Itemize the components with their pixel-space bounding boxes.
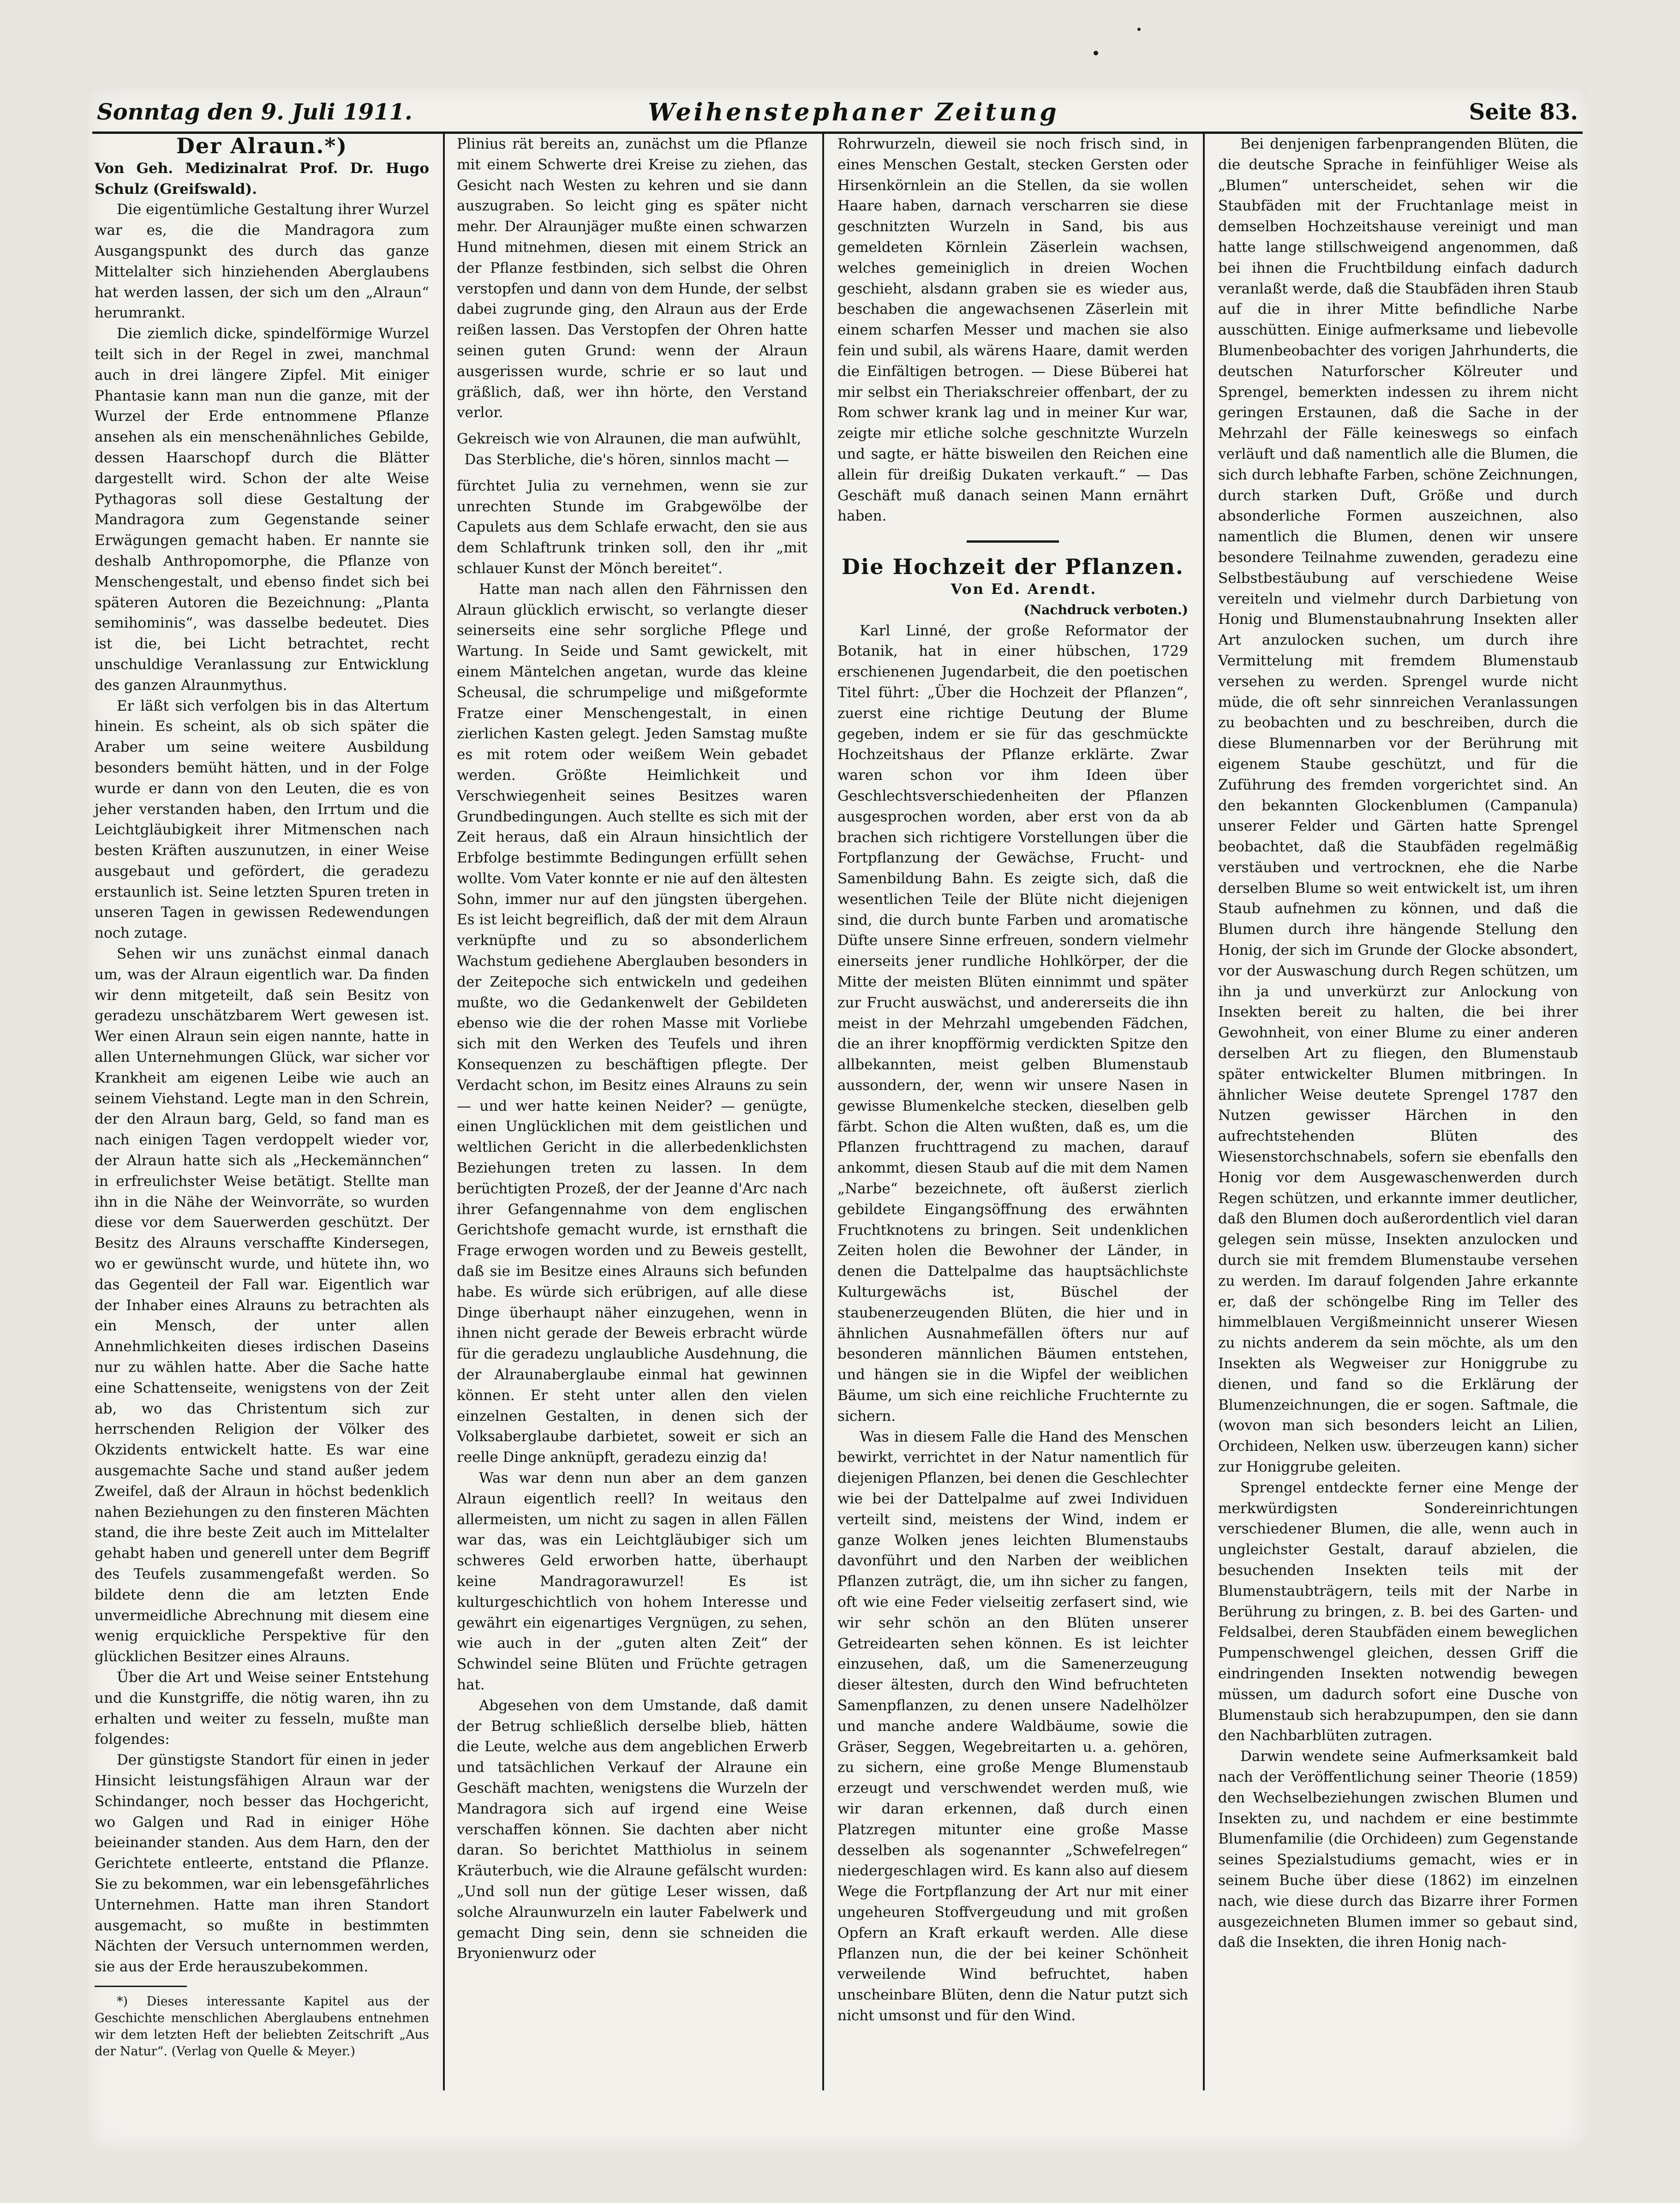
paragraph: Was war denn nun aber an dem ganzen Alraun eigentlich reell? In weitaus den allermeisten, um nicht zu sagen in allen Fällen war das, was ein Leichtgläubiger sich um schweres Geld erworben hatte, überhaupt keine Mandragorawurzel! Es ist kulturgeschichtlich von hohem Interesse und gewährt ein eigenartiges Vergnügen, zu sehen, wie auch in der „guten alten Zeit“ der Schwindel seine Blüten und Früchte getragen hat.: [457, 1470, 807, 1693]
verse-line: Das Sterbliche, die's hören, sinnlos macht —: [464, 451, 789, 468]
verse-quote: [457, 429, 807, 470]
paragraph: Sprengel entdeckte ferner eine Menge der merkwürdigsten Sondereinrichtungen verschiedener Blumen, die alle, wenn auch in ungleichster Gestalt, darauf abzielen, die besuchenden Insekten teils mit der Blumenstaubträgern, teils mit der Narbe in Berührung zu bringen, z. B. bei des Garten- und Feldsalbei, deren Staubfäden einem beweglichen Pumpenschwengel gleichen, dessen Griff die eindringenden Insekten notwendig bewegen müssen, um dadurch sofort eine Dusche von Blumenstaub sich herabzupumpen, den sie dann den Nachbarblüten zutragen.: [1218, 1479, 1578, 1744]
footnote: *) Dieses interessante Kapitel aus der Geschichte menschlichen Aberglaubens entnehmen wir dem letzten Heft der beliebten Zeitschrift „Aus der Natur“. (Verlag von Quelle & Meyer.): [95, 1994, 429, 2059]
paragraph: Über die Art und Weise seiner Entstehung und die Kunstgriffe, die nötig waren, ihn zu erhalten und weiter zu fesseln, mußte man folgendes:: [95, 1669, 429, 1748]
paragraph: Darwin wendete seine Aufmerksamkeit bald nach der Veröffentlichung seiner Theorie (1859) den Wechselbeziehungen zwischen Blumen und Insekten zu, und nachdem er eine bestimmte Blumenfamilie (die Orchideen) zum Gegenstande seines Spezialstudiums gemacht, wies er in seinem Buche über diese (1862) im einzelnen nach, wie diese durch das Bizarre ihrer Formen ausgezeichneten Blumen immer so gebaut sind, daß die Insekten, die ihren Honig nach-: [1218, 1748, 1578, 1951]
header-newspaper-title: Weihenstephaner Zeitung: [648, 98, 1059, 126]
verse-line: Gekreisch wie von Alraunen, die man aufwühlt,: [457, 431, 801, 448]
column-1: [95, 133, 429, 2059]
paragraph: Der günstigste Standort für einen in jeder Hinsicht leistungsfähigen Alraun war der Schindanger, noch besser das Hochgericht, wo Galgen und Rad in einiger Höhe beieinander standen. Aus dem Harn, den der Gerichtete entleerte, entstand die Pflanze. Sie zu bekommen, war ein lebensgefährliches Unternehmen. Hatte man ihren Standort ausgemacht, so mußte in bestimmten Nächten der Versuch unternommen werden, sie aus der Erde herauszubekommen.: [95, 1752, 429, 1976]
paragraph: fürchtet Julia zu vernehmen, wenn sie zur unrechten Stunde im Grabgewölbe der Capulets aus dem Schlafe erwacht, den sie aus dem Schlaftrunk trinken soll, den ihr „mit schlauer Kunst der Mönch bereitet“.: [457, 477, 807, 577]
column-divider: [443, 134, 445, 2090]
paragraph: Er läßt sich verfolgen bis in das Altertum hinein. Es scheint, als ob sich später die Araber um seine weitere Ausbildung besonders bemüht hätten, und in der Folge wurde er dann von den Leuten, die es von jeher verstanden haben, den Irrtum und die Leichtgläubigkeit ihrer Mitmenschen nach besten Kräften auszunutzen, in einer Weise ausgebaut und gefördert, die geradezu erstaunlich ist. Seine letzten Spuren treten in unseren Tagen in gewissen Redewendungen noch zutage.: [95, 697, 429, 942]
article-title-alraun: Der Alraun.*): [176, 133, 348, 158]
paragraph: Die eigentümliche Gestaltung ihrer Wurzel war es, die die Mandragora zum Ausgangspunkt des durch das ganze Mittelalter sich hinziehenden Aberglaubens hat werden lassen, der sich um den „Alraun“ herumrankt.: [95, 201, 429, 322]
article-byline-alraun: Von Geh. Medizinalrat Prof. Dr. Hugo Schulz (Greifswald).: [95, 160, 429, 198]
header-page-number: Seite 83.: [1469, 99, 1578, 125]
ink-spot: [1094, 51, 1098, 55]
header-date: Sonntag den 9. Juli 1911.: [97, 99, 413, 125]
paragraph: Hatte man nach allen den Fährnissen den Alraun glücklich erwischt, so verlangte dieser seinerseits eine sehr sorgliche Pflege und Wartung. In Seide und Samt gewickelt, mit einem Mäntelchen angetan, wurde das kleine Scheusal, die schrumpelige und mißgeformte Fratze einer Menschengestalt, in einen zierlichen Kasten gelegt. Jeden Samstag mußte es mit rotem oder weißem Wein gebadet werden. Größte Heimlichkeit und Verschwiegenheit seines Besitzes waren Grundbedingungen. Auch stellte es sich mit der Zeit heraus, daß ein Alraun hinsichtlich der Erbfolge bestimmte Bedingungen erfüllt sehen wollte. Vom Vater konnte er nie auf den ältesten Sohn, immer nur auf den jüngsten übergehen. Es ist leicht begreiflich, daß der mit dem Alraun verknüpfte und zu so absonderlichem Wachstum gediehene Aberglauben besonders in der Zeitepoche sich entwickeln und gedeihen mußte, wo die Gedankenwelt der Gebildeten ebenso wie die der rohen Masse mit Vorliebe sich mit den Werken des Teufels und ihren Konsequenzen zu beschäftigen pflegte. Der Verdacht schon, im Besitz eines Alrauns zu sein — und wer hatte keinen Neider? — genügte, einen Unglücklichen mit dem geistlichen und weltlichen Gericht in die allerbedenklichsten Beziehungen treten zu lassen. In dem berüchtigten Prozeß, der der Jeanne d'Arc nach ihrer Gefangennahme von dem englischen Gerichtshofe gemacht wurde, ist ernsthaft die Frage erwogen worden und zu Beweis gestellt, daß sie im Besitze eines Alrauns sich befunden habe. Es würde sich erübrigen, auf alle diese Dinge überhaupt näher einzugehen, wenn in ihnen nicht gerade der Beweis erbracht würde für die geradezu unglaubliche Ausdehnung, die der Alraunaberglaube einmal hat gewinnen können. Er steht unter allen den vielen einzelnen Gestalten, in denen sich der Volksaberglaube darbietet, soweit er sich an reelle Dinge anknüpft, geradezu einzig da!: [457, 581, 807, 1466]
article-title-hochzeit: Die Hochzeit der Pflanzen.: [842, 554, 1184, 580]
column-4: [1218, 134, 1578, 2012]
column-divider: [822, 134, 824, 2090]
paragraph: Karl Linné, der große Reformator der Botanik, hat in einer hübschen, 1729 erschienenen Jugendarbeit, die den poetischen Titel führt: „Über die Hochzeit der Pflanzen“, zuerst eine richtige Deutung der Blume gegeben, indem er sie für das geschmückte Hochzeitshaus der Pflanze erklärte. Zwar waren schon vor ihm Ideen über Geschlechtsverschiedenheiten der Pflanzen ausgesprochen worden, aber erst von da ab brachen sich richtigere Vorstellungen über die Fortpflanzung der Gewächse, Frucht- und Samenbildung Bahn. Es zeigte sich, daß die wesentlichen Teile der Blüte nicht diejenigen sind, die durch bunte Farben und aromatische Düfte unsere Sinne erfreuen, sondern vielmehr einerseits jener rundliche Hohlkörper, der die Mitte der meisten Blüten einnimmt und später zur Frucht auswächst, und andererseits die ihn meist in der Mehrzahl umgebenden Fädchen, die an ihrer knopfförmig verdickten Spitze den allbekannten, meist gelben Blumenstaub aussondern, der, wenn wir unsere Nasen in gewisse Blumenkelche stecken, dieselben gelb färbt. Schon die Alten wußten, daß es, um die Pflanzen fruchttragend zu machen, darauf ankommt, diesen Staub auf die mit dem Namen „Narbe“ bezeichnete, oft äußerst zierlich gebildete Eingangsöffnung des erwähnten Fruchtknotens zu bringen. Seit undenklichen Zeiten holen die Bewohner der Länder, in denen die Dattelpalme das hauptsächlichste Kulturgewächs ist, Büschel der staubenerzeugenden Blüten, die hier und in ähnlichen Ausnahmefällen öfters nur auf besonderen männlichen Bäumen entstehen, und hängen sie in die Wipfel der weiblichen Bäume, um sich eine reichliche Fruchternte zu sichern.: [837, 622, 1188, 1425]
column-divider: [1203, 134, 1205, 2090]
footnote-rule: [95, 1986, 187, 1987]
column-3: [837, 134, 1188, 2024]
paragraph: Sehen wir uns zunächst einmal danach um, was der Alraun eigentlich war. Da finden wir denn mitgeteilt, daß sein Besitz von geradezu unschätzbarem Wert gewesen ist. Wer einen Alraun sein eigen nannte, hatte in allen Unternehmungen Glück, war sicher vor Krankheit am eigenen Leibe wie auch an seinem Viehstand. Legte man in den Schrein, der den Alraun barg, Geld, so fand man es nach einigen Tagen verdoppelt wieder vor, der Alraun hatte sich als „Heckemännchen“ in erfreulichster Weise betätigt. Stellte man ihn in die Nähe der Weinvorräte, so wurden diese vor dem Sauerwerden geschützt. Der Besitz des Alrauns verschaffte Kindersegen, wo er gewünscht wurde, und hütete ihn, wo das Gegenteil der Fall war. Eigentlich war der Inhaber eines Alrauns zu betrachten als ein Mensch, der unter allen Annehmlichkeiten dieses irdischen Daseins nur zu wählen hatte. Aber die Sache hatte eine Schattenseite, wenigstens von der Zeit ab, wo das Christentum sich zur herrschenden Religion der Völker des Okzidents entwickelt hatte. Es war eine ausgemachte Sache und stand außer jedem Zweifel, daß der Alraun in höchst bedenklich nahen Beziehungen zu den finsteren Mächten stand, die ihre beste Zeit auch im Mittelalter gehabt haben und generell unter dem Begriff des Teufels zusammengefaßt werden. So bildete denn die am letzten Ende unvermeidliche Abrechnung mit diesem eine wenig erquickliche Perspektive für den glücklichen Besitzer eines Alrauns.: [95, 946, 429, 1665]
paragraph: Was in diesem Falle die Hand des Menschen bewirkt, verrichtet in der Natur namentlich für diejenigen Pflanzen, bei denen die Geschlechter wie bei der Dattelpalme auf zwei Individuen verteilt sind, meistens der Wind, indem er ganze Wolken jenes leichten Blumenstaubs davonführt und den Narben der weiblichen Pflanzen zuträgt, die, um ihn sicher zu fangen, oft wie eine Feder vielseitig zerfasert sind, wie wir sehr schön an den Blüten unserer Getreidearten sehen können. Es ist leichter einzusehen, daß, um die Samenerzeugung dieser ältesten, durch den Wind befruchteten Samenpflanzen, zu denen unsere Nadelhölzer und manche andere Waldbäume, sowie die Gräser, Seggen, Wegebreitarten u. a. gehören, zu sichern, eine große Menge Blumenstaub erzeugt und verschwendet werden muß, wie wir daran erkennen, daß durch einen Platzregen mitunter eine große Masse desselben als sogenannter „Schwefelregen“ niedergeschlagen wird. Es kann also auf diesem Wege die Fortpflanzung der Art nur mit einer ungeheuren Stoffvergeudung und mit großen Opfern an Kraft erkauft werden. Alle diese Pflanzen nun, die der bei keiner Schönheit verweilende Wind befruchtet, haben unscheinbare Blüten, denn die Natur putzt sich nicht umsonst und für den Wind.: [837, 1428, 1188, 2024]
paragraph: Bei denjenigen farbenprangenden Blüten, die die deutsche Sprache in feinfühliger Weise als „Blumen“ unterscheidet, sehen wir die Staubfäden mit der Fruchtanlage meist in demselben Hochzeitshause vereinigt und man hatte lange stillschweigend angenommen, daß bei ihnen die Fruchtbildung einfach dadurch veranlaßt werde, daß die Staubfäden ihren Staub auf die in ihrer Mitte befindliche Narbe ausschütten. Einige aufmerksame und liebevolle Blumenbeobachter des vorigen Jahrhunderts, die deutschen Naturforscher Kölreuter und Sprengel, bemerkten indessen zu ihrem nicht geringen Erstaunen, daß die Sache in der Mehrzahl der Fälle keineswegs so einfach verläuft und daß namentlich alle die Blumen, die sich durch lebhafte Farben, schöne Zeichnungen, durch starken Duft, Größe und durch absonderliche Formen auszeichnen, also namentlich die Blumen, denen wir unsere besondere Teilnahme zuwenden, geradezu eine Selbstbestäubung auf verschiedene Weise vereiteln und vielmehr durch Darbietung von Honig und Blumenstaubnahrung Insekten aller Art anzulocken suchen, um durch ihre Vermittelung mit fremdem Blumenstaub versehen zu werden. Sprengel wurde nicht müde, die oft sehr sinnreichen Veranlassungen zu beobachten und zu beschreiben, durch die diese Blumennarben vor der Berührung mit eigenem Staube geschützt, und für die Zuführung des fremden vorgerichtet sind. An den bekannten Glockenblumen (Campanula) unserer Felder und Gärten hatte Sprengel beobachtet, daß die Staubfäden regelmäßig verstäuben und vertrocknen, ehe die Narbe derselben Blume so weit entwickelt ist, um ihren Staub aufnehmen zu können, und daß die Blumen durch ihre hängende Stellung den Honig, der sich im Grunde der Glocke absondert, vor der Auswaschung durch Regen schützen, um ihn ja und unverkürzt zur Anlockung von Insekten bereit zu halten, die bei ihrer Gewohnheit, von einer Blume zu einer anderen derselben Art zu fliegen, den Blumenstaub später entwickelter Blumen mitbringen. In ähnlicher Weise deutete Sprengel 1787 den Nutzen gewisser Härchen in den aufrechtstehenden Blüten des Wiesenstorchschnabels, sofern sie ebenfalls den Honig vor dem Ausgewaschenwerden durch Regen schützen, und erkannte immer deutlicher, daß den Blumen doch außerordentlich viel daran gelegen sein müsse, Insekten anzulocken und durch sie mit fremdem Blumenstaube versehen zu werden. Im darauf folgenden Jahre erkannte er, daß der schöngelbe Ring im Teller des himmelblauen Vergißmeinnicht unserer Wiesen zu nichts anderem da sein möchte, als um den Insekten als Wegweiser zur Honiggrube zu dienen, und fand so die Erklärung der Blumenzeichnungen, die er sogen. Saftmale, die (wovon man sich besonders leicht an Lilien, Orchideen, Nelken usw. überzeugen kann) sicher zur Honiggrube geleiten.: [1218, 136, 1578, 1475]
article-byline-hochzeit: Von Ed. Arendt.: [951, 581, 1097, 598]
column-2: [457, 134, 807, 2012]
paragraph: Rohrwurzeln, dieweil sie noch frisch sind, in eines Menschen Gestalt, stecken Gersten oder Hirsenkörnlein an die Stellen, da sie wollen Haare haben, darnach verscharren sie diese geschnitzten Wurzeln in Sand, bis aus gemeldeten Körnlein Zäserlein wachsen, welches gemeiniglich in dreien Wochen geschieht, alsdann graben sie es wieder aus, beschaben die angewachsenen Zäserlein mit einem scharfen Messer und machen sie also fein und subil, als wärens Haare, damit werden die Einfältigen betrogen. — Diese Büberei hat mir selbst ein Theriakschreier offenbart, der zu Rom schwer krank lag und in meiner Kur war, zeigte mir etliche solche geschnitzte Wurzeln und sagte, er hätte bisweilen den Reichen eine allein für dreißig Dukaten verkauft.“ — Das Geschäft muß danach seinen Mann ernährt haben.: [837, 136, 1188, 525]
paragraph: Plinius rät bereits an, zunächst um die Pflanze mit einem Schwerte drei Kreise zu ziehen, das Gesicht nach Westen zu kehren und sie dann auszugraben. So leicht ging es später nicht mehr. Der Alraunjäger mußte einen schwarzen Hund mitnehmen, diesen mit einem Strick an der Pflanze festbinden, sich selbst die Ohren verstopfen und dann von dem Hunde, der selbst dabei zugrunde ging, den Alraun aus der Erde reißen lassen. Das Verstopfen der Ohren hatte seinen guten Grund: wenn der Alraun ausgerissen wurde, schrie er so laut und gräßlich, daß, wer ihn hörte, den Verstand verlor.: [457, 136, 807, 421]
ink-spot: [1137, 28, 1141, 31]
reprint-notice: (Nachdruck verboten.): [1023, 602, 1188, 617]
page-header: [92, 95, 1583, 134]
paragraph: Abgesehen von dem Umstande, daß damit der Betrug schließlich derselbe blieb, hätten die Leute, welche aus dem angeblichen Erwerb und tatsächlichen Verkauf der Alraune ein Geschäft machten, wenigstens die Wurzeln der Mandragora sich auf irgend eine Weise verschaffen können. Sie dachten aber nicht daran. So berichtet Matthiolus in seinem Kräuterbuch, wie die Alraune gefälscht wurden: „Und soll nun der gütige Leser wissen, daß solche Alraunwurzeln ein lauter Fabelwerk und gemacht Ding sein, denn sie schneiden die Bryonienwurz oder: [457, 1697, 807, 1962]
paragraph: Die ziemlich dicke, spindelförmige Wurzel teilt sich in der Regel in zwei, manchmal auch in drei längere Zipfel. Mit einiger Phantasie kann man nun die ganze, mit der Wurzel der Erde entnommene Pflanze ansehen als ein menschenähnliches Gebilde, dessen Haarschopf durch die Blätter dargestellt wird. Schon der alte Weise Pythagoras soll diese Gestaltung der Mandragora zum Gegenstande seiner Erwägungen gemacht haben. Er nannte sie deshalb Anthropomorphe, die Pflanze von Menschengestalt, und ebenso findet sich bei späteren Autoren die Bezeichnung: „Planta semihominis“, was dasselbe bedeutet. Dies ist die, bei Licht betrachtet, recht unschuldige Veranlassung zur Entwicklung des ganzen Alraunmythus.: [95, 325, 429, 694]
article-separator: [967, 540, 1059, 543]
